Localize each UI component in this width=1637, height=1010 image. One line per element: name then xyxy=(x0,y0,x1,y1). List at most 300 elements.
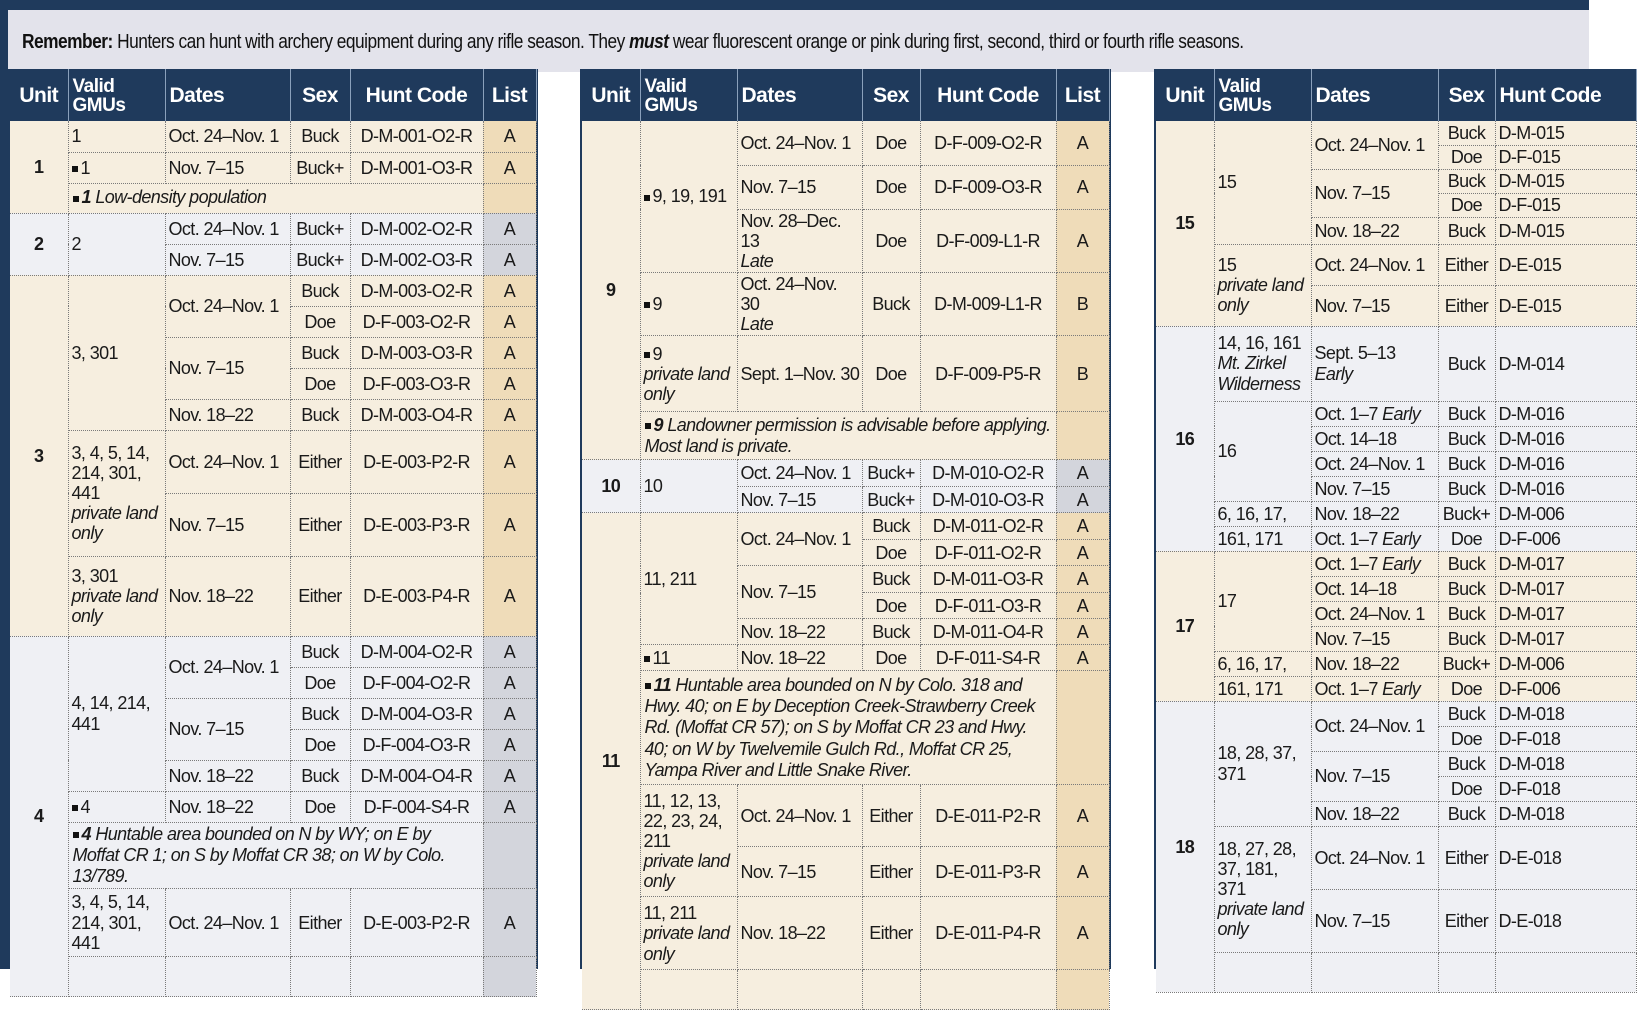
hunt-code-cell: D-M-002-O3-R xyxy=(350,244,483,275)
list-cell: A xyxy=(483,368,536,399)
hunt-code-cell: D-F-006 xyxy=(1495,676,1636,701)
unit-cell: 9 xyxy=(582,121,640,460)
gmu-cell xyxy=(68,957,165,997)
hunt-code-cell: D-F-009-O3-R xyxy=(920,165,1056,209)
table-row xyxy=(10,556,536,636)
hunt-code-cell: D-F-009-L1-R xyxy=(920,209,1056,272)
list-cell: A xyxy=(483,493,536,556)
gmu-cell xyxy=(1214,326,1311,401)
sex-cell: Buck+ xyxy=(290,213,350,244)
col-dates: Dates xyxy=(1311,69,1438,121)
table-row xyxy=(10,791,536,822)
unit-cell: 1 xyxy=(10,121,68,213)
col-list: List xyxy=(1056,69,1109,121)
footnote-number: 1 xyxy=(81,187,91,208)
date-cell: Nov. 7–15 xyxy=(1311,169,1438,217)
table-row xyxy=(582,513,1109,540)
unit-group-11 xyxy=(582,513,1109,1010)
gmu-cell: 10 xyxy=(640,460,737,513)
note-row xyxy=(582,671,1109,785)
gmu-cell xyxy=(68,430,165,556)
sex-cell xyxy=(862,970,920,1010)
sex-cell: Buck+ xyxy=(862,487,920,513)
col-unit: Unit xyxy=(582,69,640,121)
gmu-value: 11, 211 xyxy=(643,903,697,924)
hunt-code-cell: D-M-018 xyxy=(1495,801,1636,826)
sex-cell: Buck xyxy=(290,760,350,791)
col-sex: Sex xyxy=(1438,69,1495,121)
col-gmus xyxy=(640,69,737,121)
date-qualifier: Early xyxy=(1314,363,1353,384)
date-value: Oct. 1–7 xyxy=(1314,528,1378,549)
footnote xyxy=(68,822,483,889)
gmu-qualifier: private land only xyxy=(1217,274,1304,316)
list-cell: A xyxy=(1056,209,1109,272)
hunt-code-cell: D-E-003-P2-R xyxy=(350,889,483,957)
sex-cell: Buck+ xyxy=(1438,501,1495,526)
list-cell: A xyxy=(483,698,536,729)
restricted-marker xyxy=(73,832,79,838)
table-row xyxy=(582,645,1109,671)
restricted-marker xyxy=(644,656,650,662)
hunt-code-cell: D-F-006 xyxy=(1495,526,1636,551)
list-cell xyxy=(483,957,536,997)
list-cell: A xyxy=(483,152,536,183)
gmu-cell: 161, 171 xyxy=(1214,526,1311,551)
hunt-code-cell: D-M-017 xyxy=(1495,601,1636,626)
gmu-cell xyxy=(68,152,165,183)
date-cell: Nov. 18–22 xyxy=(1311,801,1438,826)
sex-cell: Either xyxy=(1438,826,1495,889)
date-cell: Nov. 7–15 xyxy=(1311,889,1438,952)
unit-cell: 16 xyxy=(1156,326,1214,551)
table-row xyxy=(582,970,1109,1010)
list-cell: B xyxy=(1056,272,1109,335)
table-row xyxy=(1156,826,1636,889)
date-cell: Oct. 24–Nov. 1 xyxy=(737,121,862,165)
unit-group-1 xyxy=(10,121,536,213)
unit-cell: 2 xyxy=(10,213,68,275)
sex-cell: Doe xyxy=(862,336,920,412)
hunt-table-3 xyxy=(1156,69,1637,993)
sex-cell: Either xyxy=(862,897,920,970)
sex-cell: Buck xyxy=(1438,576,1495,601)
date-cell: Nov. 7–15 xyxy=(1311,476,1438,501)
date-cell xyxy=(737,209,862,272)
date-cell: Nov. 7–15 xyxy=(165,493,290,556)
hunt-code-cell: D-M-003-O3-R xyxy=(350,337,483,368)
hunt-code-cell: D-M-014 xyxy=(1495,326,1636,401)
date-cell xyxy=(165,957,290,997)
sex-cell: Buck xyxy=(1438,751,1495,776)
sex-cell: Buck xyxy=(1438,476,1495,501)
footnote xyxy=(640,412,1056,460)
col-hunt-code: Hunt Code xyxy=(920,69,1056,121)
gmu-cell: 17 xyxy=(1214,551,1311,651)
date-cell: Oct. 24–Nov. 1 xyxy=(1311,601,1438,626)
hunt-code-cell: D-F-015 xyxy=(1495,193,1636,217)
hunt-code-cell: D-E-011-P3-R xyxy=(920,847,1056,897)
date-cell: Nov. 18–22 xyxy=(1311,217,1438,244)
sex-cell: Buck xyxy=(862,272,920,335)
table-row xyxy=(10,957,536,997)
sex-cell: Buck xyxy=(290,275,350,306)
table-row xyxy=(10,889,536,957)
restricted-marker xyxy=(644,302,650,308)
list-cell: A xyxy=(1056,165,1109,209)
sex-cell: Doe xyxy=(1438,193,1495,217)
table-row xyxy=(1156,121,1636,145)
sex-cell: Either xyxy=(290,430,350,493)
date-cell: Nov. 7–15 xyxy=(165,337,290,399)
hunt-code-cell: D-F-004-S4-R xyxy=(350,791,483,822)
table-row xyxy=(1156,651,1636,676)
table-row xyxy=(10,430,536,493)
note-row xyxy=(10,183,536,213)
sex-cell: Buck+ xyxy=(862,460,920,487)
date-cell: Nov. 7–15 xyxy=(165,152,290,183)
col-list: List xyxy=(483,69,536,121)
hunt-code-cell: D-M-016 xyxy=(1495,401,1636,426)
gmu-qualifier: private land only xyxy=(643,363,730,405)
list-cell: A xyxy=(483,121,536,152)
table-row xyxy=(582,121,1109,165)
hunt-code-cell: D-M-015 xyxy=(1495,169,1636,193)
hunt-code-cell: D-E-011-P2-R xyxy=(920,785,1056,847)
unit-cell: 4 xyxy=(10,636,68,997)
date-value: Oct. 1–7 xyxy=(1314,678,1378,699)
date-cell xyxy=(1311,526,1438,551)
col-valid: Valid xyxy=(72,76,115,98)
list-cell: A xyxy=(1056,847,1109,897)
unit-group-16 xyxy=(1156,326,1636,551)
hunt-code-cell: D-F-003-O2-R xyxy=(350,306,483,337)
list-cell: A xyxy=(483,889,536,957)
table-row xyxy=(10,152,536,183)
sex-cell xyxy=(1438,952,1495,992)
list-cell xyxy=(1056,970,1109,1010)
date-value: Oct. 1–7 xyxy=(1314,403,1378,424)
hunt-code-cell: D-E-015 xyxy=(1495,285,1636,326)
list-cell: A xyxy=(483,667,536,698)
sex-cell: Either xyxy=(1438,889,1495,952)
col-gmus xyxy=(1214,69,1311,121)
col-sex: Sex xyxy=(862,69,920,121)
hunt-code-cell: D-M-006 xyxy=(1495,501,1636,526)
unit-cell: 11 xyxy=(582,513,640,1010)
table-row xyxy=(582,897,1109,970)
table-header xyxy=(582,69,1109,121)
gmu-cell xyxy=(640,897,737,970)
hunt-code-cell: D-F-011-O2-R xyxy=(920,540,1056,566)
date-cell: Oct. 24–Nov. 1 xyxy=(737,785,862,847)
gmu-value: 11 xyxy=(652,647,670,668)
gmu-value: 1 xyxy=(80,157,90,178)
footnote-text: Huntable area bounded on N by Colo. 318 and Hwy. 40; on E by Deception Creek-Strawberry Creek Rd. (Moffat CR 57); on S by Moffat CR 23 and Hwy. 40; on W by Twelvemile Gulch Rd., Moffat CR 25, Yampa River and Little Snake River. xyxy=(644,674,1035,780)
gmu-cell: 1 xyxy=(68,121,165,152)
date-value: Oct. 1–7 xyxy=(1314,553,1378,574)
hunt-code-cell: D-M-001-O3-R xyxy=(350,152,483,183)
col-dates: Dates xyxy=(165,69,290,121)
hunt-code-cell: D-F-011-O3-R xyxy=(920,593,1056,619)
list-cell: A xyxy=(483,399,536,430)
table-row xyxy=(1156,526,1636,551)
sex-cell: Buck xyxy=(290,399,350,430)
unit-group-18 xyxy=(1156,701,1636,992)
hunt-code-cell: D-M-018 xyxy=(1495,751,1636,776)
gmu-cell: 4, 14, 214, 441 xyxy=(68,636,165,791)
hunt-table-1 xyxy=(10,69,537,997)
footnote-number: 4 xyxy=(81,823,91,844)
hunt-code-cell: D-M-009-L1-R xyxy=(920,272,1056,335)
list-cell: A xyxy=(483,430,536,493)
gmu-cell: 16 xyxy=(1214,401,1311,501)
table-row xyxy=(1156,952,1636,992)
list-cell xyxy=(1056,671,1109,785)
hunt-code-cell: D-E-018 xyxy=(1495,889,1636,952)
hunt-code-cell: D-M-016 xyxy=(1495,476,1636,501)
gmu-cell: 15 xyxy=(1214,121,1311,244)
gmu-cell: 2 xyxy=(68,213,165,275)
col-valid: Valid xyxy=(644,76,687,98)
col-gmus-label: GMUs xyxy=(1218,94,1272,116)
date-cell: Oct. 24–Nov. 1 xyxy=(1311,451,1438,476)
gmu-cell xyxy=(640,336,737,412)
col-gmus-label: GMUs xyxy=(644,94,698,116)
date-cell: Nov. 18–22 xyxy=(165,791,290,822)
date-cell: Oct. 24–Nov. 1 xyxy=(165,430,290,493)
sex-cell: Doe xyxy=(290,729,350,760)
gmu-value: 14, 16, 161 xyxy=(1217,333,1301,354)
sex-cell: Doe xyxy=(290,791,350,822)
sex-cell: Doe xyxy=(1438,676,1495,701)
list-cell: A xyxy=(1056,897,1109,970)
list-cell: A xyxy=(483,791,536,822)
hunt-code-cell: D-E-003-P2-R xyxy=(350,430,483,493)
hunt-code-cell: D-F-004-O3-R xyxy=(350,729,483,760)
sex-cell: Either xyxy=(1438,285,1495,326)
reminder-banner xyxy=(0,10,1589,72)
gmu-qualifier: private land only xyxy=(71,585,158,627)
table-row xyxy=(1156,501,1636,526)
date-cell: Nov. 18–22 xyxy=(165,760,290,791)
date-cell: Nov. 18–22 xyxy=(1311,501,1438,526)
hunt-code-cell: D-M-010-O2-R xyxy=(920,460,1056,487)
restricted-marker xyxy=(73,196,79,202)
gmu-cell xyxy=(640,645,737,671)
hunt-code-cell: D-M-011-O4-R xyxy=(920,619,1056,645)
gmu-qualifier: Mt. Zirkel Wilderness xyxy=(1217,353,1301,394)
date-value: Nov. 28–Dec. 13 xyxy=(740,210,842,251)
gmu-value: 9 xyxy=(652,294,662,315)
sex-cell: Buck xyxy=(862,566,920,593)
note-row xyxy=(582,412,1109,460)
list-cell xyxy=(483,822,536,889)
hunt-code-cell: D-E-015 xyxy=(1495,244,1636,285)
list-cell xyxy=(1056,412,1109,460)
date-value: Oct. 24–Nov. 30 xyxy=(740,273,838,315)
hunt-code-cell: D-M-018 xyxy=(1495,701,1636,726)
date-cell: Nov. 18–22 xyxy=(737,897,862,970)
hunt-code-cell xyxy=(920,970,1056,1010)
gmu-qualifier: private land only xyxy=(643,851,730,892)
sex-cell: Either xyxy=(290,556,350,636)
date-cell: Nov. 7–15 xyxy=(1311,626,1438,651)
table-row xyxy=(1156,676,1636,701)
col-valid: Valid xyxy=(1218,76,1261,98)
hunt-code-cell: D-M-017 xyxy=(1495,551,1636,576)
col-gmus-label: GMUs xyxy=(72,94,126,116)
hunt-code-cell: D-M-004-O4-R xyxy=(350,760,483,791)
list-cell: A xyxy=(1056,566,1109,593)
date-cell: Nov. 7–15 xyxy=(737,566,862,619)
unit-cell: 3 xyxy=(10,275,68,636)
gmu-cell: 18, 28, 37, 371 xyxy=(1214,701,1311,826)
sex-cell: Doe xyxy=(862,593,920,619)
hunt-code-cell: D-E-003-P3-R xyxy=(350,493,483,556)
reminder-text-before: Hunters can hunt with archery equipment during any rifle season. They xyxy=(117,30,625,53)
list-cell: A xyxy=(483,306,536,337)
date-cell: Oct. 24–Nov. 1 xyxy=(165,889,290,957)
sex-cell: Buck xyxy=(1438,701,1495,726)
list-cell: A xyxy=(1056,645,1109,671)
sex-cell: Buck xyxy=(1438,426,1495,451)
list-cell: B xyxy=(1056,336,1109,412)
hunt-code-cell: D-M-011-O2-R xyxy=(920,513,1056,540)
table-row xyxy=(582,785,1109,847)
gmu-cell xyxy=(640,121,737,272)
gmu-cell xyxy=(1214,952,1311,992)
date-cell: Nov. 18–22 xyxy=(165,399,290,430)
table-row xyxy=(1156,701,1636,726)
sex-cell: Doe xyxy=(1438,526,1495,551)
sex-cell: Buck xyxy=(1438,551,1495,576)
hunt-code-cell: D-M-017 xyxy=(1495,576,1636,601)
gmu-value: 11, 12, 13, 22, 23, 24, 211 xyxy=(643,790,722,851)
sex-cell: Buck xyxy=(290,698,350,729)
top-bar xyxy=(0,0,1589,10)
gmu-cell xyxy=(1214,244,1311,326)
gmu-value: 9, 19, 191 xyxy=(652,186,727,207)
hunt-code-cell: D-M-011-O3-R xyxy=(920,566,1056,593)
date-cell: Nov. 7–15 xyxy=(165,698,290,760)
hunt-code-cell: D-F-009-O2-R xyxy=(920,121,1056,165)
gmu-qualifier: private land only xyxy=(71,503,158,544)
gmu-cell: 161, 171 xyxy=(1214,676,1311,701)
hunt-code-cell: D-M-006 xyxy=(1495,651,1636,676)
reminder-must: must xyxy=(629,30,669,53)
gmu-cell xyxy=(1214,826,1311,952)
list-cell: A xyxy=(1056,619,1109,645)
date-cell: Nov. 7–15 xyxy=(737,165,862,209)
footnote-text: Huntable area bounded on N by WY; on E by Moffat CR 1; on S by Moffat CR 38; on W by Colo. 13/789. xyxy=(72,823,445,886)
date-qualifier: Early xyxy=(1382,528,1421,549)
table-row xyxy=(582,460,1109,487)
date-cell xyxy=(1311,326,1438,401)
col-dates: Dates xyxy=(737,69,862,121)
sex-cell: Buck+ xyxy=(290,244,350,275)
list-cell: A xyxy=(1056,487,1109,513)
sex-cell: Buck xyxy=(1438,401,1495,426)
col-hunt-code: Hunt Code xyxy=(350,69,483,121)
date-cell: Oct. 24–Nov. 1 xyxy=(165,636,290,698)
unit-group-17 xyxy=(1156,551,1636,701)
hunt-code-cell: D-M-015 xyxy=(1495,121,1636,145)
date-cell: Oct. 24–Nov. 1 xyxy=(737,460,862,487)
table-header xyxy=(1156,69,1636,121)
table-header xyxy=(10,69,536,121)
date-value: Sept. 5–13 xyxy=(1314,343,1396,364)
date-qualifier: Early xyxy=(1382,403,1421,424)
sex-cell: Either xyxy=(290,889,350,957)
date-cell: Oct. 24–Nov. 1 xyxy=(1311,244,1438,285)
sex-cell: Buck xyxy=(1438,121,1495,145)
gmu-qualifier: private land only xyxy=(1217,899,1304,940)
date-cell: Nov. 7–15 xyxy=(165,244,290,275)
sex-cell: Doe xyxy=(290,368,350,399)
footnote-text: Low-density population xyxy=(95,187,267,208)
date-cell xyxy=(1311,952,1438,992)
sex-cell: Doe xyxy=(862,540,920,566)
date-cell: Oct. 24–Nov. 1 xyxy=(1311,826,1438,889)
sex-cell: Doe xyxy=(1438,776,1495,801)
hunt-code-cell: D-M-002-O2-R xyxy=(350,213,483,244)
list-cell xyxy=(483,183,536,213)
gmu-value: 9 xyxy=(652,343,662,364)
gmu-cell xyxy=(68,791,165,822)
sex-cell: Doe xyxy=(862,645,920,671)
list-cell: A xyxy=(1056,593,1109,619)
gmu-qualifier: private land only xyxy=(643,923,730,964)
table-row xyxy=(582,336,1109,412)
hunt-code-cell: D-E-011-P4-R xyxy=(920,897,1056,970)
date-cell xyxy=(1311,551,1438,576)
sex-cell: Doe xyxy=(862,209,920,272)
date-cell: Nov. 7–15 xyxy=(1311,285,1438,326)
restricted-marker xyxy=(72,805,78,811)
sex-cell: Buck xyxy=(862,619,920,645)
table-row xyxy=(10,213,536,244)
list-cell: A xyxy=(1056,121,1109,165)
date-cell: Nov. 18–22 xyxy=(1311,651,1438,676)
sex-cell: Doe xyxy=(290,667,350,698)
list-cell: A xyxy=(483,760,536,791)
unit-cell: 17 xyxy=(1156,551,1214,701)
table-1-panel xyxy=(8,69,538,969)
date-cell: Oct. 24–Nov. 1 xyxy=(1311,121,1438,169)
table-row xyxy=(1156,551,1636,576)
list-cell: A xyxy=(1056,785,1109,847)
left-bar xyxy=(0,72,8,969)
table-row xyxy=(1156,401,1636,426)
date-qualifier: Late xyxy=(740,314,774,335)
sex-cell: Buck xyxy=(1438,326,1495,401)
date-cell: Oct. 24–Nov. 1 xyxy=(1311,701,1438,751)
gmu-cell: 3, 4, 5, 14, 214, 301, 441 xyxy=(68,889,165,957)
restricted-marker xyxy=(72,166,78,172)
table-2-panel xyxy=(580,69,1111,969)
col-gmus xyxy=(68,69,165,121)
hunt-code-cell: D-F-015 xyxy=(1495,145,1636,169)
list-cell: A xyxy=(1056,513,1109,540)
hunt-code-cell: D-M-010-O3-R xyxy=(920,487,1056,513)
hunt-code-cell: D-M-003-O2-R xyxy=(350,275,483,306)
date-cell: Nov. 7–15 xyxy=(737,847,862,897)
reminder-label: Remember: xyxy=(22,30,113,53)
sex-cell: Buck+ xyxy=(1438,651,1495,676)
list-cell: A xyxy=(483,337,536,368)
hunt-code-cell: D-E-003-P4-R xyxy=(350,556,483,636)
